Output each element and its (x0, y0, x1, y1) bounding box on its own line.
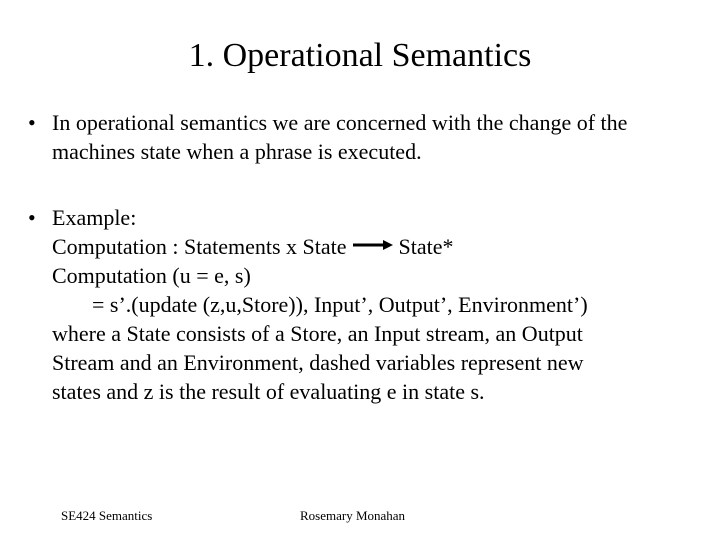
computation-result: = s’.(update (z,u,Store)), Input’, Output’, Environment’) (92, 292, 588, 317)
computation-rhs: State* (398, 234, 454, 259)
computation-call: Computation (u = e, s) (52, 263, 251, 288)
footer-author: Rosemary Monahan (300, 508, 406, 523)
bullet-line: machines state when a phrase is executed. (52, 139, 422, 164)
slide-title: 1. Operational Semantics (188, 37, 532, 74)
explanation-line: where a State consists of a Store, an Input stream, an Output (52, 321, 583, 346)
bullet-body (52, 108, 627, 166)
bullet-line: In operational semantics we are concerned with the change of the (52, 110, 628, 135)
computation-lhs: Computation : Statements x State (52, 234, 347, 259)
right-arrow-icon (353, 232, 393, 261)
explanation-line: Stream and an Environment, dashed variables represent new (52, 350, 584, 375)
bullet-dot-icon: • (28, 205, 36, 230)
computation-signature (52, 232, 588, 261)
example-heading: Example: (52, 205, 137, 230)
footer-course: SE424 Semantics (61, 508, 153, 523)
explanation-line: states and z is the result of evaluating e in state s. (52, 379, 485, 404)
bullet-body (52, 203, 588, 406)
bullet-dot-icon: • (28, 110, 36, 135)
